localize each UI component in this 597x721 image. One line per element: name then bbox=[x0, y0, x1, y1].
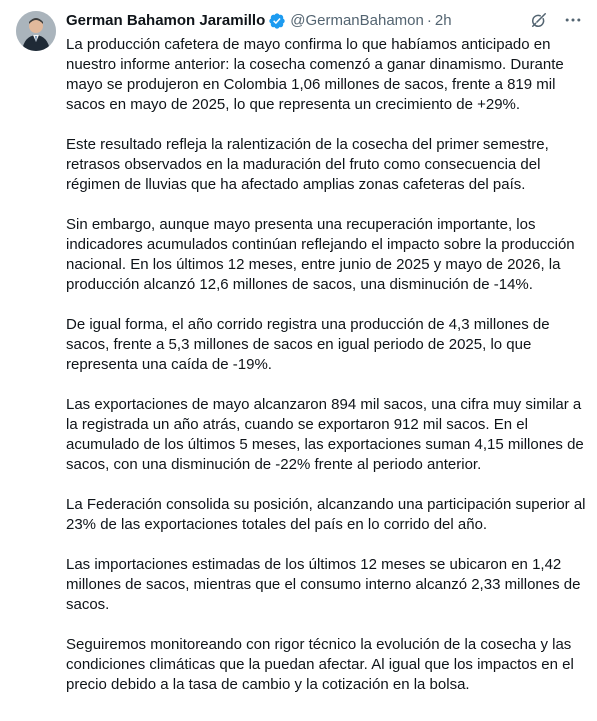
tweet-paragraph: Sin embargo, aunque mayo presenta una recuperación importante, los indicadores acumulados continúan reflejando el impacto sobre la producción nacional. En los últimos 12 meses, entre junio de 2025 y mayo de 2026, la producción alcanzó 12,6 millones de sacos, una disminución de -14%. bbox=[66, 216, 575, 293]
more-options-icon[interactable] bbox=[563, 10, 583, 30]
tweet-paragraph: Seguiremos monitoreando con rigor técnico la evolución de la cosecha y las condiciones climáticas que la puedan afectar. Al igual que los impactos en el precio debido a la tasa de cambio y la cotización en la bolsa. bbox=[66, 636, 574, 693]
avatar-image bbox=[16, 11, 56, 51]
tweet-actions bbox=[529, 10, 583, 30]
separator-dot: · bbox=[426, 12, 432, 29]
tweet-paragraph: Este resultado refleja la ralentización de la cosecha del primer semestre, retrasos observados en la maduración del fruto como consecuencia del régimen de lluvias que ha afectado amplias zonas cafeteras del país. bbox=[66, 136, 549, 193]
avatar[interactable] bbox=[16, 11, 56, 51]
tweet-paragraph: La producción cafetera de mayo confirma lo que habíamos anticipado en nuestro informe anterior: la cosecha comenzó a ganar dinamismo. Durante mayo se produjeron en Colombia 1,06 millones de sacos, frente a 819 mil sacos en mayo de 2025, lo que representa un crecimiento de +29%. bbox=[66, 36, 564, 113]
grok-icon[interactable] bbox=[529, 10, 549, 30]
tweet-paragraph: Las exportaciones de mayo alcanzaron 894 mil sacos, una cifra muy similar a la registrada un año atrás, cuando se exportaron 912 mil sacos. En el acumulado de los últimos 5 meses, las exportaciones suman 4,15 millones de sacos, con una disminución de -22% frente al periodo anterior. bbox=[66, 396, 584, 473]
tweet-header bbox=[66, 10, 585, 32]
tweet-paragraph: La Federación consolida su posición, alcanzando una participación superior al 23% de las exportaciones totales del país en lo corrido del año. bbox=[66, 496, 586, 533]
tweet-text bbox=[66, 35, 588, 715]
author-name[interactable]: German Bahamon Jaramillo bbox=[66, 12, 266, 29]
author-handle[interactable]: @GermanBahamon bbox=[290, 12, 424, 29]
tweet-paragraph: Las importaciones estimadas de los últimos 12 meses se ubicaron en 1,42 millones de sacos, mientras que el consumo interno alcanzó 2,33 millones de sacos. bbox=[66, 556, 581, 613]
timestamp[interactable]: 2h bbox=[434, 12, 452, 29]
tweet-paragraph: De igual forma, el año corrido registra una producción de 4,3 millones de sacos, frente a 5,3 millones de sacos en igual periodo de 2025, lo que representa una caída de -19%. bbox=[66, 316, 550, 373]
verified-badge-icon bbox=[268, 12, 286, 30]
